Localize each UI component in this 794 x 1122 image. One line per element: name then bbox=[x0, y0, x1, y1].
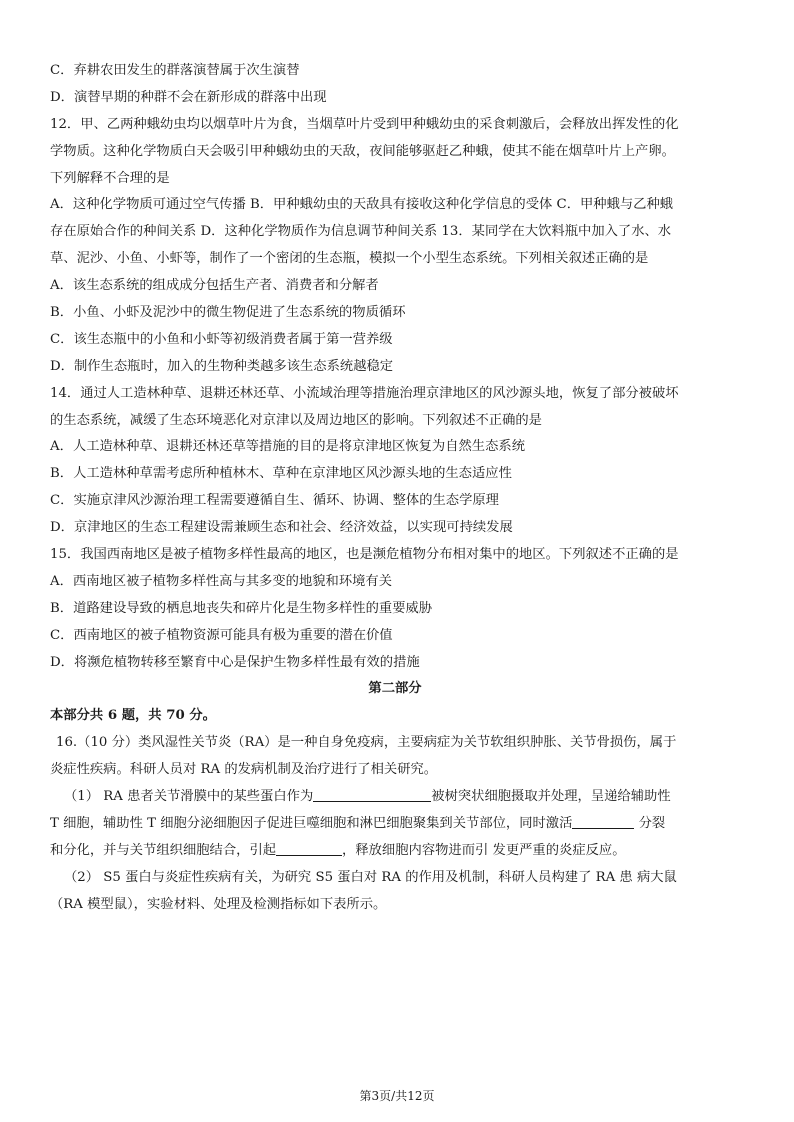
answer-blank-1[interactable] bbox=[313, 787, 431, 802]
question-15: 15．我国西南地区是被子植物多样性最高的地区，也是濒危植物分布相对集中的地区。下列叙述不正确的是 bbox=[50, 547, 679, 563]
question-12-cont: 学物质。这种化学物质白天会吸引甲种蛾幼虫的天敌，夜间能够驱赶乙种蛾，使其不能在烟草叶片上产卵。 bbox=[50, 143, 675, 159]
option-b-q15: B．道路建设导致的栖息地丧失和碎片化是生物多样性的重要威胁 bbox=[50, 600, 433, 616]
option-a-q15: A．西南地区被子植物多样性高与其多变的地貌和环境有关 bbox=[50, 573, 393, 589]
option-d-q13: D．制作生态瓶时，加入的生物种类越多该生态系统越稳定 bbox=[50, 358, 394, 374]
option-a-q13: A．该生态系统的组成成分包括生产者、消费者和分解者 bbox=[50, 278, 379, 294]
question-16-part1-cont bbox=[50, 811, 740, 838]
part1-cont-a: T 细胞，辅助性 T 细胞分泌细胞因子促进巨噬细胞和淋巴细胞聚集到关节部位，同时激活 bbox=[50, 815, 573, 831]
option-a-q14: A．人工造林种草、退耕还林还草等措施的目的是将京津地区恢复为自然生态系统 bbox=[50, 439, 525, 455]
option-c-q11: C．弃耕农田发生的群落演替属于次生演替 bbox=[50, 63, 300, 78]
option-d-q15: D．将濒危植物转移至繁育中心是保护生物多样性最有效的措施 bbox=[50, 654, 420, 670]
option-b-q13: B．小鱼、小虾及泥沙中的微生物促进了生态系统的物质循环 bbox=[50, 305, 406, 321]
part1-cont-b: 分裂 bbox=[634, 815, 666, 831]
option-c-q14: C．实施京津风沙源治理工程需要遵循自生、循环、协调、整体的生态学原理 bbox=[50, 493, 499, 509]
question-12-prompt: 下列解释不合理的是 bbox=[50, 170, 170, 186]
option-b-q14: B．人工造林种草需考虑所种植林木、草种在京津地区风沙源头地的生态适应性 bbox=[50, 466, 512, 482]
question-14: 14．通过人工造林种草、退耕还林还草、小流域治理等措施治理京津地区的风沙源头地，恢复了部分被破坏 bbox=[50, 385, 679, 401]
page-footer: 第3页/共12页 bbox=[359, 1089, 435, 1103]
question-16: 16.（10 分）类风湿性关节炎（RA）是一种自身免疫病，主要病症为关节软组织肿胀、关节骨损伤，属于 bbox=[56, 735, 677, 751]
question-16-part2: （2） S5 蛋白与炎症性疾病有关，为研究 S5 蛋白对 RA 的作用及机制，科研人员构建了 RA 患 病大鼠 bbox=[64, 869, 677, 885]
part1-end-a: 和分化，并与关节组织细胞结合，引起 bbox=[50, 842, 277, 858]
question-14-cont: 的生态系统，减缓了生态环境恶化对京津以及周边地区的影响。下列叙述不正确的是 bbox=[50, 412, 542, 428]
part1-text-a: （1） RA 患者关节滑膜中的某些蛋白作为 bbox=[64, 789, 314, 805]
answer-blank-2[interactable] bbox=[572, 814, 634, 829]
question-12-13-mixed: 存在原始合作的种间关系 D．这种化学物质作为信息调节种间关系 13．某同学在大饮料瓶中加入了水、水 bbox=[50, 224, 672, 240]
option-d-q14: D．京津地区的生态工程建设需兼顾生态和社会、经济效益，以实现可持续发展 bbox=[50, 520, 513, 536]
option-d-q11: D．演替早期的种群不会在新形成的群落中出现 bbox=[50, 89, 327, 105]
part1-end-b: ，释放细胞内容物进而引 发更严重的炎症反应。 bbox=[342, 842, 626, 858]
option-c-q15: C．西南地区的被子植物资源可能具有极为重要的潜在价值 bbox=[50, 627, 393, 643]
option-c-q13: C．该生态瓶中的小鱼和小虾等初级消费者属于第一营养级 bbox=[50, 331, 393, 347]
section-info: 本部分共 6 题，共 70 分。 bbox=[50, 708, 216, 724]
question-12-options: A．这种化学物质可通过空气传播 B．甲种蛾幼虫的天敌具有接收这种化学信息的受体 C．甲种蛾与乙种蛾 bbox=[50, 197, 674, 213]
question-16-cont: 炎症性疾病。科研人员对 RA 的发病机制及治疗进行了相关研究。 bbox=[50, 762, 438, 778]
question-12: 12．甲、乙两种蛾幼虫均以烟草叶片为食，当烟草叶片受到甲种蛾幼虫的采食刺激后，会释放出挥发性的化 bbox=[50, 116, 679, 132]
question-16-part1 bbox=[50, 784, 740, 811]
section-heading: 第二部分 bbox=[368, 681, 422, 697]
question-13-cont: 草、泥沙、小鱼、小虾等，制作了一个密闭的生态瓶，模拟一个小型生态系统。下列相关叙述正确的是 bbox=[50, 251, 649, 267]
part1-text-b: 被树突状细胞摄取并处理，呈递给辅助性 bbox=[431, 789, 671, 805]
answer-blank-3[interactable] bbox=[276, 841, 342, 856]
page-content bbox=[50, 58, 740, 919]
question-16-part1-end bbox=[50, 838, 740, 865]
question-16-part2-cont: （RA 模型鼠），实验材料、处理及检测指标如下表所示。 bbox=[50, 896, 387, 912]
